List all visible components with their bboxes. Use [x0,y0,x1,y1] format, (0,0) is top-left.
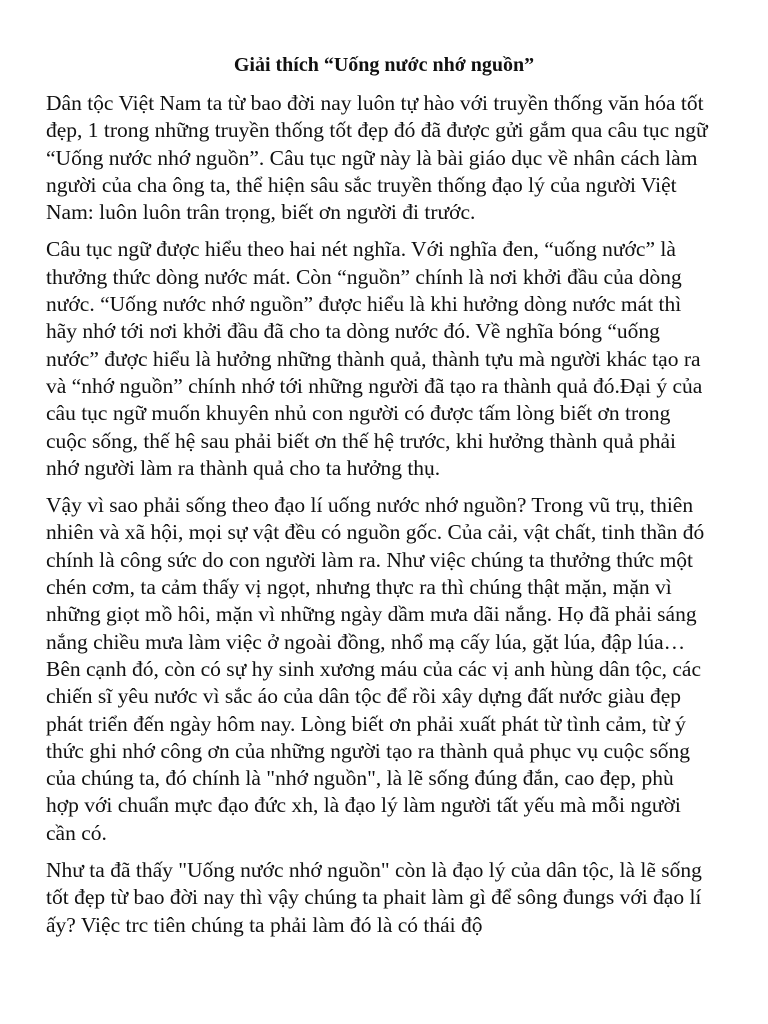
document-body [46,90,708,949]
paragraph-1: Dân tộc Việt Nam ta từ bao đời nay luôn tự hào với truyền thống văn hóa tốt đẹp, 1 trong những truyền thống tốt đẹp đó đã được gửi gắm qua câu tục ngữ “Uống nước nhớ nguồn”. Câu tục ngữ này là bài giáo dục về nhân cách làm người của cha ông ta, thể hiện sâu sắc truyền thống đạo lý của người Việt Nam: luôn luôn trân trọng, biết ơn người đi trước. [46,91,708,225]
document-title: Giải thích “Uống nước nhớ nguồn” [233,54,535,76]
paragraph-4: Như ta đã thấy "Uống nước nhớ nguồn" còn là đạo lý của dân tộc, là lẽ sống tốt đẹp từ bao đời nay thì vậy chúng ta phait làm gì để sông đungs với đạo lí ấy? Việc trc tiên chúng ta phải làm đó là có thái độ [46,858,702,937]
paragraph-2: Câu tục ngữ được hiểu theo hai nét nghĩa. Với nghĩa đen, “uống nước” là thưởng thức dòng nước mát. Còn “nguồn” chính là nơi khởi đầu của dòng nước. “Uống nước nhớ nguồn” được hiểu là khi hưởng dòng nước mát thì hãy nhớ tới nơi khởi đầu đã cho ta dòng nước đó. Về nghĩa bóng “uống nước” được hiểu là hưởng những thành quả, thành tựu mà người khác tạo ra và “nhớ nguồn” chính nhớ tới những người đã tạo ra thành quả đó.Đại ý của câu tục ngữ muốn khuyên nhủ con người có được tấm lòng biết ơn trong cuộc sống, thế hệ sau phải biết ơn thế hệ trước, khi hưởng thành quả phải nhớ người làm ra thành quả cho ta hưởng thụ. [46,237,703,480]
paragraph-3: Vậy vì sao phải sống theo đạo lí uống nước nhớ nguồn? Trong vũ trụ, thiên nhiên và xã hội, mọi sự vật đều có nguồn gốc. Của cải, vật chất, tinh thần đó chính là công sức do con người làm ra. Như việc chúng ta thưởng thức một chén cơm, ta cảm thấy vị ngọt, nhưng thực ra thì chúng thật mặn, mặn vì những giọt mồ hôi, mặn vì những ngày dầm mưa dãi nắng. Họ đã phải sáng nắng chiều mưa làm việc ở ngoài đồng, nhổ mạ cấy lúa, gặt lúa, đập lúa… Bên cạnh đó, còn có sự hy sinh xương máu của các vị anh hùng dân tộc, các chiến sĩ yêu nước vì sắc áo của dân tộc để rồi xây dựng đất nước giàu đẹp phát triển đến ngày hôm nay. Lòng biết ơn phải xuất phát từ tình cảm, từ ý thức ghi nhớ công ơn của những người tạo ra thành quả phục vụ cuộc sống của chúng ta, đó chính là "nhớ nguồn", là lẽ sống đúng đắn, cao đẹp, phù hợp với chuẩn mực đạo đức xh, là đạo lý làm người tất yếu mà mỗi người cần có. [46,493,705,845]
